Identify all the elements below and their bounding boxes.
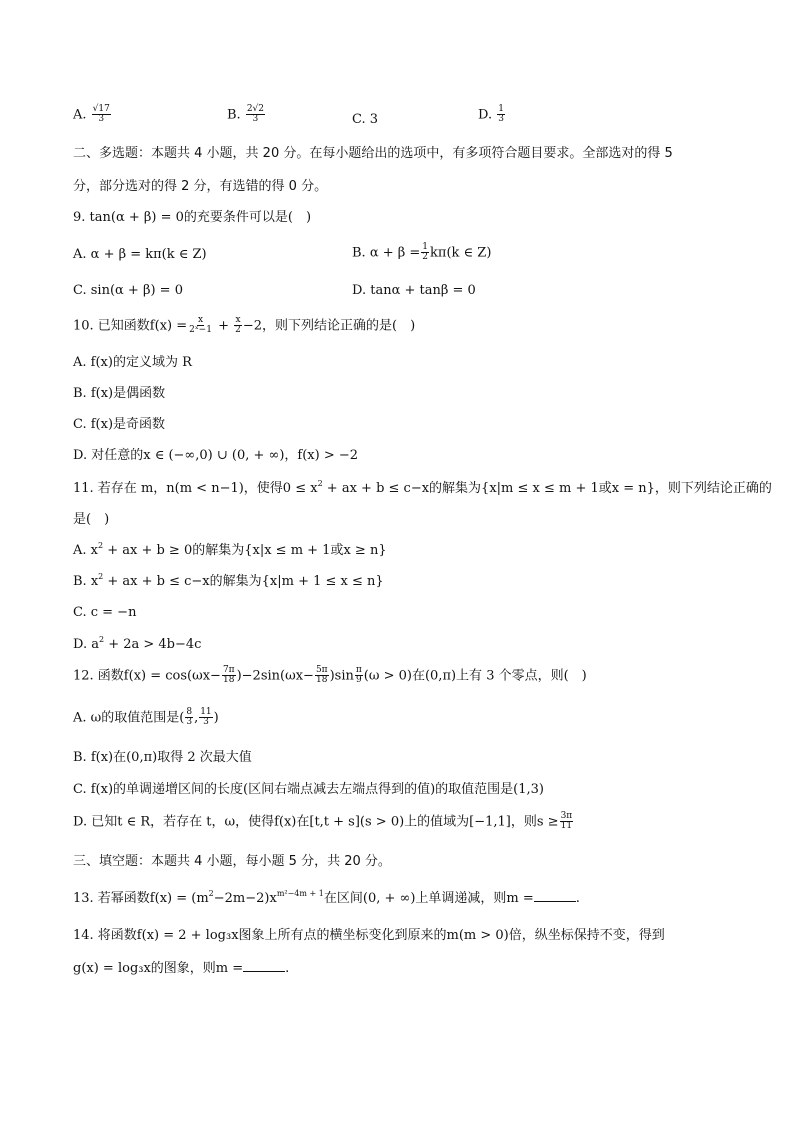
q10-option-d: D. 对任意的x ∈ (−∞,0) ∪ (0, + ∞)，f(x) > −2 <box>73 448 359 463</box>
q12-option-b: B. f(x)在(0,π)取得 2 次最大值 <box>73 750 252 765</box>
q11-stem-line2: 是( ) <box>73 512 110 527</box>
q9-option-c: C. sin(α + β) = 0 <box>73 283 183 298</box>
section2-heading-line1: 二、多选题：本题共 4 小题，共 20 分。在每小题给出的选项中，有多项符合题目要求。全部选对的得 5 <box>73 146 673 161</box>
q13-stem: 13. 若幂函数$f(x) = (m^2-2m-2)x^{m^2-4m + 1}$在区间(0, + ∞)上单调递减，则m = . <box>73 889 580 906</box>
q14-stem-line1: 14. 将函数f(x) = 2 + log₃x图象上所有点的横坐标变化到原来的m(m > 0)倍，纵坐标保持不变，得到 <box>73 928 665 943</box>
q11-stem-line1: 11. 若存在 m，n(m < n−1)，使得$0 \le x^2$ + ax + b ≤ c−x的解集为{x|m ≤ x ≤ m + 1或x = n}，则下列结论正确的 <box>73 479 772 496</box>
q9-option-b: B. α + β = $\frac{1}{2}$ kπ(k ∈ Z) <box>352 242 492 263</box>
q14-answer-blank[interactable] <box>243 961 285 972</box>
q12-option-d: D. 已知t ∈ R，若存在 t，ω，使得f(x)在[t,t + s](s > 0)上的值域为[−1,1]，则s ≥ $\frac{3\pi}{11}$ <box>73 811 573 832</box>
q9-option-d: D. tanα + tanβ = 0 <box>352 283 476 298</box>
q8-option-b: B. $\frac{2√2}{3}$ <box>227 104 265 125</box>
q10-option-a: A. f(x)的定义域为 R <box>73 355 192 370</box>
section2-heading-line2: 分，部分选对的得 2 分，有选错的得 0 分。 <box>73 179 328 194</box>
q10-option-c: C. f(x)是奇函数 <box>73 417 166 432</box>
section3-heading: 三、填空题：本题共 4 小题，每小题 5 分，共 20 分。 <box>73 854 391 869</box>
q12-option-c: C. f(x)的单调递增区间的长度(区间右端点减去左端点得到的值)的取值范围是(1,3) <box>73 782 544 797</box>
q10-stem: 10. 已知函数f(x) = $\frac{x}{\text{2ˣ−1}}$ + $\frac{x}{2}$ −2，则下列结论正确的是( ) <box>73 315 416 336</box>
q8-option-c: C. 3 <box>352 112 379 127</box>
q12-option-a: A. ω的取值范围是( $\frac{8}{3}$ , $\frac{11}{3}$ ) <box>73 707 219 728</box>
q9-option-a: A. α + β = kπ(k ∈ Z) <box>73 247 207 262</box>
q11-option-c: C. c = −n <box>73 605 137 620</box>
q11-option-a: A. $x^2$ + ax + b ≥ 0的解集为{x|x ≤ m + 1或x ≥ n} <box>73 541 387 558</box>
q9-stem: 9. tan(α + β) = 0的充要条件可以是( ) <box>73 210 312 225</box>
q8-option-d: D. $\frac{1}{3}$ <box>478 104 504 125</box>
q8-option-a: A. $\frac{√17}{3}$ <box>73 104 110 125</box>
q10-option-b: B. f(x)是偶函数 <box>73 386 166 401</box>
q11-option-d: D. $a^2 + 2a > 4b-4c$ <box>73 635 202 652</box>
q14-stem-line2: g(x) = log₃x的图象，则m = . <box>73 961 290 976</box>
q12-stem: 12. 函数f(x) = cos(ωx− $\frac{7\pi}{18}$ )−2sin(ωx− $\frac{5\pi}{18}$ )sin $\frac{\pi}{9}$ (ω > 0)在(0,π)上有 3 个零点，则( ) <box>73 665 587 686</box>
q13-answer-blank[interactable] <box>534 891 576 902</box>
q11-option-b: B. $x^2$ + ax + b ≤ c−x的解集为{x|m + 1 ≤ x ≤ n} <box>73 572 384 589</box>
